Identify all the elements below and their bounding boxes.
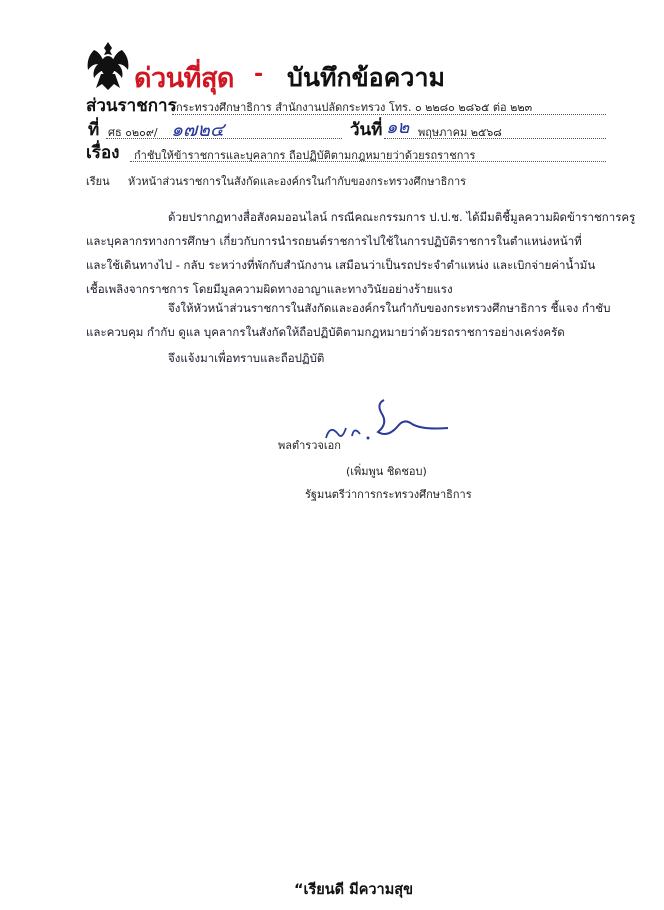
urgent-label: ด่วนที่สุด	[134, 63, 234, 94]
signatory-position: รัฐมนตรีว่าการกระทรวงศึกษาธิการ	[305, 488, 472, 501]
salutation-label: เรียน	[86, 175, 110, 188]
paragraph-line: และบุคลากรทางการศึกษา เกี่ยวกับการนำรถยนต์ราชการไปใช้ในการปฏิบัติราชการในตำแหน่งหน้าที่	[86, 234, 582, 248]
footer-slogan: “เรียนดี มีความสุข	[294, 882, 414, 898]
salutation-recipient: หัวหน้าส่วนราชการในสังกัดและองค์กรในกำกับของกระทรวงศึกษาธิการ	[128, 175, 467, 188]
signature-text	[330, 422, 333, 423]
ref-dotline	[106, 138, 342, 139]
paragraph-line: เชื้อเพลิงจากราชการ โดยมีมูลความผิดทางอาญาและทางวินัยอย่างร้ายแรง	[86, 282, 453, 296]
body-paragraph-2	[86, 296, 610, 344]
paragraph-line: จึงให้หัวหน้าส่วนราชการในสังกัดและองค์กรในกำกับของกระทรวงศึกษาธิการ ชี้แจง กำชับ	[168, 301, 611, 315]
subject-dotline	[130, 161, 606, 162]
body-paragraph-3: จึงแจ้งมาเพื่อทราบและถือปฏิบัติ	[168, 351, 325, 365]
date-rest: พฤษภาคม ๒๕๖๘	[418, 126, 502, 139]
signatory-name: (เพิ่มพูน ชิดชอบ)	[346, 465, 427, 478]
date-label: วันที่	[350, 120, 383, 140]
paragraph-line: ด้วยปรากฏทางสื่อสังคมออนไลน์ กรณีคณะกรรมการ ป.ป.ช. ได้มีมติชี้มูลความผิดข้าราชการครู	[168, 210, 636, 224]
signatory-rank: พลตำรวจเอก	[278, 439, 341, 452]
ref-number-handwritten: ๑๗๒๔	[171, 119, 225, 141]
garuda-emblem-icon	[84, 40, 132, 92]
agency-label: ส่วนราชการ	[86, 96, 177, 116]
agency-value: กระทรวงศึกษาธิการ สำนักงานปลัดกระทรวง โทร. ๐ ๒๒๘๐ ๒๘๖๕ ต่อ ๒๒๓	[176, 101, 533, 114]
paragraph-line: และควบคุม กำกับ ดูแล บุคลากรในสังกัดให้ถือปฏิบัติตามกฎหมายว่าด้วยรถราชการอย่างเคร่งครัด	[86, 325, 565, 339]
date-dotline	[384, 138, 606, 139]
subject-value: กำชับให้ข้าราชการและบุคลากร ถือปฏิบัติตามกฎหมายว่าด้วยรถราชการ	[134, 149, 476, 162]
date-day-handwritten: ๑๒	[386, 117, 410, 138]
ref-prefix: ศธ ๐๒๐๙/	[108, 126, 158, 139]
ref-label: ที่	[88, 120, 100, 140]
urgent-dash: -	[254, 62, 264, 87]
memo-title: บันทึกข้อความ	[287, 63, 445, 92]
paragraph-line: และใช้เดินทางไป - กลับ ระหว่างที่พักกับสำนักงาน เสมือนว่าเป็นรถประจำตำแหน่ง และเบิกจ่ายค่าน้ำมัน	[86, 258, 596, 272]
subject-label: เรื่อง	[86, 143, 120, 163]
body-paragraph-1	[86, 205, 636, 301]
